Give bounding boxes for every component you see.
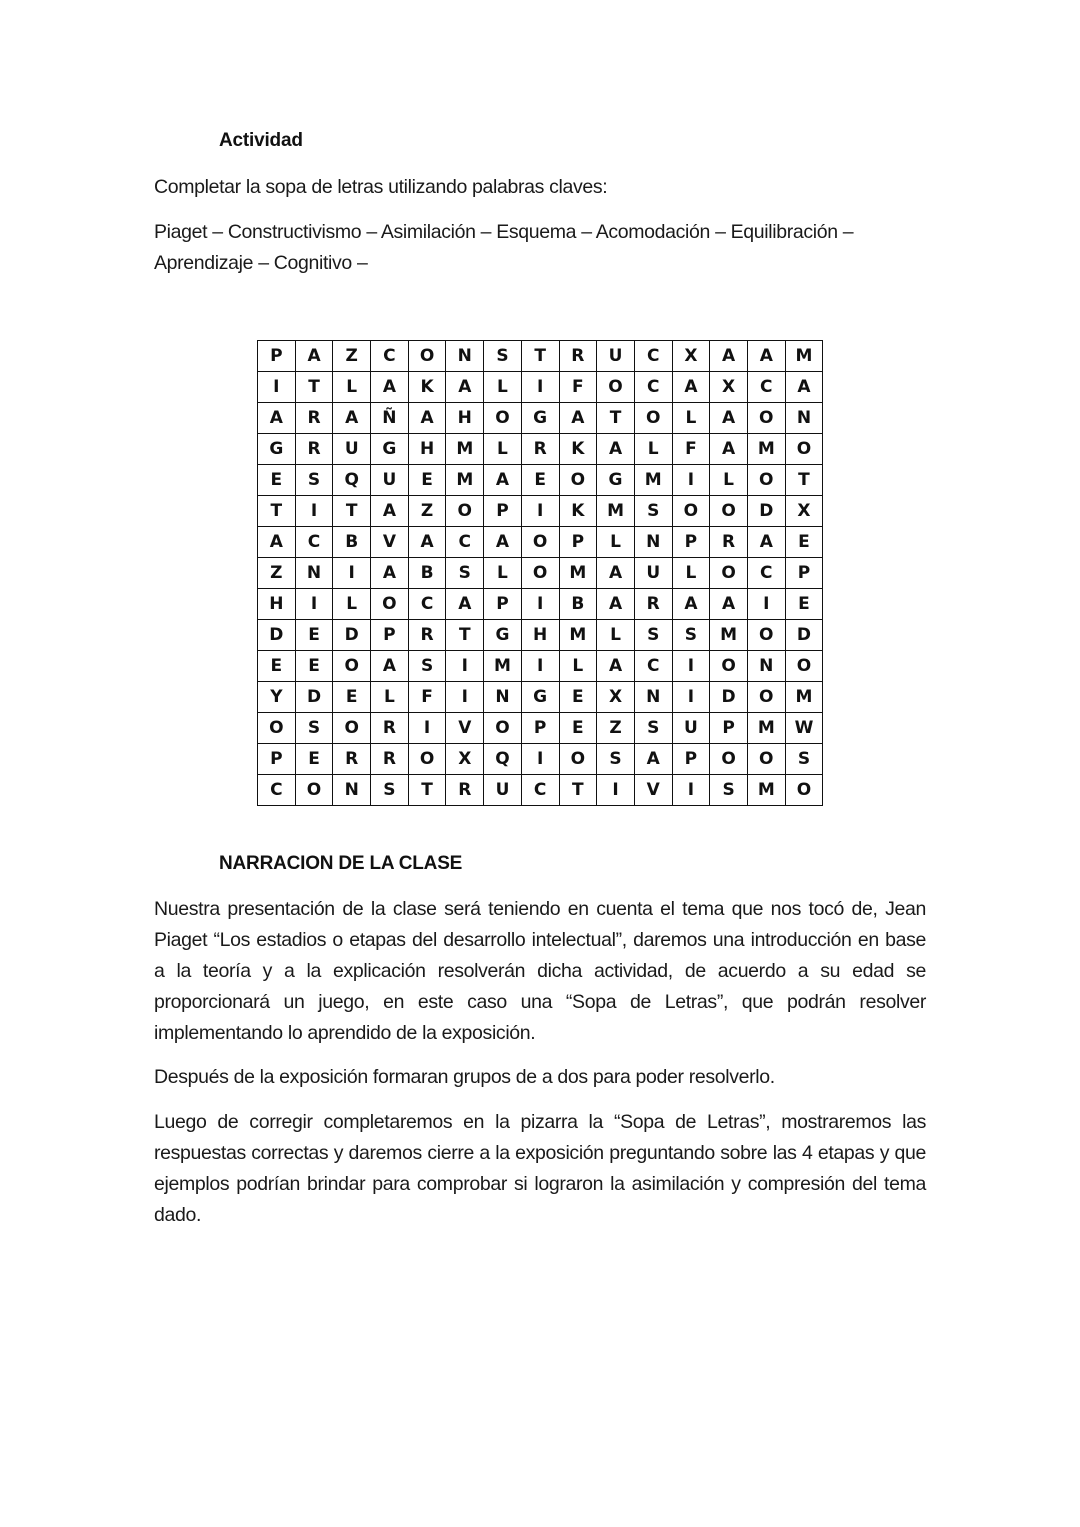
grid-cell[interactable]: O — [295, 775, 333, 806]
grid-cell[interactable]: I — [258, 372, 296, 403]
grid-row — [258, 775, 823, 806]
grid-cell[interactable]: A — [333, 403, 371, 434]
grid-row — [258, 620, 823, 651]
grid-cell[interactable]: N — [446, 341, 484, 372]
grid-cell[interactable]: U — [672, 713, 710, 744]
grid-cell[interactable]: A — [672, 589, 710, 620]
keywords-line-2: Aprendizaje – Cognitivo – — [154, 252, 368, 274]
grid-cell[interactable]: D — [258, 620, 296, 651]
grid-cell[interactable]: S — [634, 620, 672, 651]
grid-cell[interactable]: O — [559, 465, 597, 496]
grid-cell[interactable]: I — [597, 775, 635, 806]
grid-cell[interactable]: R — [559, 341, 597, 372]
grid-cell[interactable]: O — [333, 651, 371, 682]
grid-cell[interactable]: Z — [333, 341, 371, 372]
grid-cell[interactable]: S — [634, 713, 672, 744]
grid-cell[interactable]: F — [559, 372, 597, 403]
grid-cell[interactable]: E — [785, 589, 823, 620]
grid-cell[interactable]: M — [785, 682, 823, 713]
grid-cell[interactable]: B — [559, 589, 597, 620]
grid-cell[interactable]: U — [484, 775, 522, 806]
activity-heading: Actividad — [219, 130, 303, 151]
grid-cell[interactable]: N — [295, 558, 333, 589]
grid-cell[interactable]: I — [747, 589, 785, 620]
grid-cell[interactable]: Y — [258, 682, 296, 713]
grid-cell[interactable]: E — [295, 620, 333, 651]
grid-cell[interactable]: S — [371, 775, 409, 806]
grid-cell[interactable]: P — [672, 744, 710, 775]
grid-cell[interactable]: L — [484, 372, 522, 403]
grid-cell[interactable]: T — [295, 372, 333, 403]
grid-cell[interactable]: A — [258, 403, 296, 434]
grid-cell[interactable]: X — [446, 744, 484, 775]
grid-cell[interactable]: O — [747, 682, 785, 713]
keywords-list — [154, 217, 926, 279]
grid-row — [258, 682, 823, 713]
grid-cell[interactable]: O — [521, 558, 559, 589]
grid-cell[interactable]: K — [559, 496, 597, 527]
grid-cell[interactable]: S — [295, 465, 333, 496]
narration-heading: NARRACION DE LA CLASE — [219, 853, 463, 874]
grid-cell[interactable]: P — [521, 713, 559, 744]
grid-cell[interactable]: N — [484, 682, 522, 713]
grid-cell[interactable]: X — [785, 496, 823, 527]
grid-cell[interactable]: O — [785, 434, 823, 465]
grid-cell[interactable]: Q — [484, 744, 522, 775]
grid-cell[interactable]: M — [484, 651, 522, 682]
grid-cell[interactable]: A — [446, 372, 484, 403]
grid-cell[interactable]: A — [371, 558, 409, 589]
grid-cell[interactable]: P — [484, 589, 522, 620]
grid-cell[interactable]: P — [371, 620, 409, 651]
grid-cell[interactable]: S — [710, 775, 748, 806]
grid-cell[interactable]: T — [559, 775, 597, 806]
grid-cell[interactable]: S — [785, 744, 823, 775]
grid-cell[interactable]: A — [295, 341, 333, 372]
grid-cell[interactable]: B — [408, 558, 446, 589]
grid-cell[interactable]: O — [747, 620, 785, 651]
grid-cell[interactable]: E — [559, 713, 597, 744]
grid-cell[interactable]: A — [710, 403, 748, 434]
grid-cell[interactable]: L — [484, 434, 522, 465]
grid-cell[interactable]: C — [634, 651, 672, 682]
word-search-grid — [257, 340, 823, 806]
grid-cell[interactable]: M — [446, 465, 484, 496]
grid-cell[interactable]: P — [785, 558, 823, 589]
grid-cell[interactable]: O — [785, 775, 823, 806]
grid-cell[interactable]: X — [672, 341, 710, 372]
grid-cell[interactable]: A — [597, 558, 635, 589]
grid-cell[interactable]: X — [597, 682, 635, 713]
grid-cell[interactable]: M — [559, 558, 597, 589]
grid-cell[interactable]: I — [672, 682, 710, 713]
grid-row — [258, 589, 823, 620]
grid-cell[interactable]: C — [634, 341, 672, 372]
grid-cell[interactable]: G — [371, 434, 409, 465]
grid-cell[interactable]: I — [521, 589, 559, 620]
grid-cell[interactable]: Z — [258, 558, 296, 589]
grid-cell[interactable]: S — [597, 744, 635, 775]
grid-cell[interactable]: C — [747, 372, 785, 403]
grid-cell[interactable]: A — [559, 403, 597, 434]
grid-cell[interactable]: R — [710, 527, 748, 558]
grid-cell[interactable]: M — [597, 496, 635, 527]
grid-cell[interactable]: K — [408, 372, 446, 403]
grid-cell[interactable]: P — [258, 341, 296, 372]
grid-cell[interactable]: A — [484, 465, 522, 496]
grid-row — [258, 341, 823, 372]
grid-cell[interactable]: I — [295, 496, 333, 527]
grid-cell[interactable]: D — [710, 682, 748, 713]
grid-cell[interactable]: R — [521, 434, 559, 465]
grid-cell[interactable]: I — [521, 372, 559, 403]
grid-cell[interactable]: T — [408, 775, 446, 806]
grid-cell[interactable]: O — [634, 403, 672, 434]
grid-cell[interactable]: N — [333, 775, 371, 806]
grid-cell[interactable]: R — [371, 744, 409, 775]
grid-cell[interactable]: R — [371, 713, 409, 744]
grid-cell[interactable]: S — [446, 558, 484, 589]
grid-cell[interactable]: A — [446, 589, 484, 620]
grid-cell[interactable]: D — [333, 620, 371, 651]
grid-row — [258, 372, 823, 403]
grid-cell[interactable]: O — [710, 651, 748, 682]
grid-cell[interactable]: O — [408, 341, 446, 372]
grid-cell[interactable]: U — [333, 434, 371, 465]
grid-cell[interactable]: A — [371, 496, 409, 527]
grid-cell[interactable]: O — [785, 651, 823, 682]
grid-cell[interactable]: K — [559, 434, 597, 465]
grid-cell[interactable]: A — [747, 527, 785, 558]
grid-cell[interactable]: L — [710, 465, 748, 496]
grid-cell[interactable]: I — [672, 775, 710, 806]
keywords-line-1: Piaget – Constructivismo – Asimilación – Esquema – Acomodación – Equilibración – — [154, 221, 854, 243]
grid-cell[interactable]: M — [710, 620, 748, 651]
grid-cell[interactable]: A — [710, 589, 748, 620]
grid-cell[interactable]: O — [710, 744, 748, 775]
grid-cell[interactable]: A — [710, 434, 748, 465]
grid-row — [258, 465, 823, 496]
grid-cell[interactable]: C — [521, 775, 559, 806]
grid-cell[interactable]: C — [747, 558, 785, 589]
grid-cell[interactable]: P — [258, 744, 296, 775]
grid-cell[interactable]: R — [295, 434, 333, 465]
grid-cell[interactable]: A — [408, 527, 446, 558]
grid-cell[interactable]: A — [597, 434, 635, 465]
grid-cell[interactable]: T — [446, 620, 484, 651]
grid-cell[interactable]: W — [785, 713, 823, 744]
grid-cell[interactable]: O — [408, 744, 446, 775]
grid-cell[interactable]: I — [521, 651, 559, 682]
grid-row — [258, 527, 823, 558]
grid-cell[interactable]: L — [371, 682, 409, 713]
grid-cell[interactable]: H — [521, 620, 559, 651]
grid-cell[interactable]: S — [295, 713, 333, 744]
grid-cell[interactable]: T — [597, 403, 635, 434]
grid-cell[interactable]: G — [484, 620, 522, 651]
grid-cell[interactable]: C — [634, 372, 672, 403]
grid-cell[interactable]: I — [333, 558, 371, 589]
grid-cell[interactable]: P — [559, 527, 597, 558]
grid-cell[interactable]: O — [333, 713, 371, 744]
grid-cell[interactable]: E — [333, 682, 371, 713]
grid-cell[interactable]: G — [258, 434, 296, 465]
grid-row — [258, 403, 823, 434]
grid-cell[interactable]: P — [672, 527, 710, 558]
grid-row — [258, 651, 823, 682]
grid-cell[interactable]: L — [333, 589, 371, 620]
grid-cell[interactable]: T — [521, 341, 559, 372]
grid-cell[interactable]: M — [634, 465, 672, 496]
grid-cell[interactable]: I — [672, 465, 710, 496]
grid-cell[interactable]: Z — [597, 713, 635, 744]
grid-cell[interactable]: O — [747, 744, 785, 775]
grid-cell[interactable]: Q — [333, 465, 371, 496]
grid-cell[interactable]: C — [295, 527, 333, 558]
grid-cell[interactable]: D — [747, 496, 785, 527]
grid-cell[interactable]: E — [521, 465, 559, 496]
grid-cell[interactable]: A — [597, 651, 635, 682]
grid-cell[interactable]: O — [747, 403, 785, 434]
grid-cell[interactable]: P — [710, 713, 748, 744]
grid-cell[interactable]: O — [672, 496, 710, 527]
grid-cell[interactable]: O — [484, 713, 522, 744]
grid-cell[interactable]: A — [785, 372, 823, 403]
activity-instruction: Completar la sopa de letras utilizando palabras claves: — [154, 176, 608, 198]
grid-cell[interactable]: I — [408, 713, 446, 744]
grid-cell[interactable]: D — [785, 620, 823, 651]
grid-cell[interactable]: M — [446, 434, 484, 465]
grid-cell[interactable]: R — [634, 589, 672, 620]
grid-row — [258, 434, 823, 465]
grid-cell[interactable]: A — [710, 341, 748, 372]
grid-row — [258, 744, 823, 775]
grid-cell[interactable]: E — [295, 744, 333, 775]
grid-cell[interactable]: S — [634, 496, 672, 527]
grid-cell[interactable]: A — [634, 744, 672, 775]
grid-cell[interactable]: I — [295, 589, 333, 620]
grid-cell[interactable]: T — [785, 465, 823, 496]
grid-cell[interactable]: T — [258, 496, 296, 527]
grid-cell[interactable]: O — [747, 465, 785, 496]
grid-cell[interactable]: R — [333, 744, 371, 775]
grid-row — [258, 496, 823, 527]
grid-cell[interactable]: C — [258, 775, 296, 806]
grid-cell[interactable]: L — [484, 558, 522, 589]
grid-cell[interactable]: H — [408, 434, 446, 465]
grid-cell[interactable]: O — [446, 496, 484, 527]
grid-cell[interactable]: F — [408, 682, 446, 713]
grid-cell[interactable]: A — [408, 403, 446, 434]
grid-cell[interactable]: O — [258, 713, 296, 744]
grid-cell[interactable]: E — [408, 465, 446, 496]
grid-cell[interactable]: N — [634, 682, 672, 713]
grid-cell[interactable]: N — [634, 527, 672, 558]
grid-cell[interactable]: G — [597, 465, 635, 496]
grid-cell[interactable]: N — [747, 651, 785, 682]
grid-cell[interactable]: M — [747, 434, 785, 465]
grid-cell[interactable]: H — [446, 403, 484, 434]
grid-cell[interactable]: I — [446, 651, 484, 682]
grid-cell[interactable]: O — [597, 372, 635, 403]
grid-cell[interactable]: A — [747, 341, 785, 372]
grid-cell[interactable]: I — [521, 744, 559, 775]
grid-cell[interactable]: P — [484, 496, 522, 527]
grid-cell[interactable]: G — [521, 682, 559, 713]
grid-cell[interactable]: O — [710, 558, 748, 589]
grid-cell[interactable]: F — [672, 434, 710, 465]
grid-cell[interactable]: O — [371, 589, 409, 620]
grid-cell[interactable]: S — [408, 651, 446, 682]
grid-cell[interactable]: V — [634, 775, 672, 806]
grid-cell[interactable]: A — [484, 527, 522, 558]
grid-cell[interactable]: A — [597, 589, 635, 620]
grid-cell[interactable]: L — [559, 651, 597, 682]
grid-cell[interactable]: E — [258, 465, 296, 496]
grid-cell[interactable]: M — [559, 620, 597, 651]
grid-cell[interactable]: B — [333, 527, 371, 558]
grid-cell[interactable]: L — [634, 434, 672, 465]
grid-cell[interactable]: O — [521, 527, 559, 558]
grid-cell[interactable]: M — [785, 341, 823, 372]
grid-cell[interactable]: D — [295, 682, 333, 713]
grid-cell[interactable]: A — [371, 372, 409, 403]
narration-paragraph-1: Nuestra presentación de la clase será teniendo en cuenta el tema que nos tocó de, Jean Piaget “Los estadios o etapas del desarrollo intelectual”, daremos una introducción en base a la teoría y a la explicación resolverán dicha actividad, de acuerdo a su edad se proporcionará un juego, en este caso una “Sopa de Letras”, que podrán resolver implementando lo aprendido de la exposición. — [154, 898, 926, 1044]
grid-cell[interactable]: L — [597, 527, 635, 558]
grid-cell[interactable]: Ñ — [371, 403, 409, 434]
grid-cell[interactable]: I — [446, 682, 484, 713]
grid-cell[interactable]: L — [672, 403, 710, 434]
narration-paragraph-3: Luego de corregir completaremos en la pizarra la “Sopa de Letras”, mostraremos las respuestas correctas y daremos cierre a la exposición preguntando sobre las 4 etapas y que ejemplos podrían brindar para comprobar si lograron la asimilación y compresión del tema dado. — [154, 1111, 926, 1226]
grid-cell[interactable]: E — [559, 682, 597, 713]
grid-cell[interactable]: A — [672, 372, 710, 403]
grid-cell[interactable]: E — [295, 651, 333, 682]
grid-cell[interactable]: S — [672, 620, 710, 651]
grid-cell[interactable]: U — [597, 341, 635, 372]
grid-cell[interactable]: S — [484, 341, 522, 372]
grid-cell[interactable]: A — [258, 527, 296, 558]
grid-cell[interactable]: L — [672, 558, 710, 589]
grid-cell[interactable]: L — [597, 620, 635, 651]
grid-cell[interactable]: G — [521, 403, 559, 434]
grid-cell[interactable]: O — [484, 403, 522, 434]
grid-cell[interactable]: V — [446, 713, 484, 744]
grid-cell[interactable]: C — [371, 341, 409, 372]
grid-cell[interactable]: E — [258, 651, 296, 682]
grid-cell[interactable]: C — [446, 527, 484, 558]
grid-cell[interactable]: M — [747, 775, 785, 806]
grid-cell[interactable]: V — [371, 527, 409, 558]
grid-cell[interactable]: C — [408, 589, 446, 620]
grid-cell[interactable]: R — [446, 775, 484, 806]
narration-paragraph-2: Después de la exposición formaran grupos de a dos para poder resolverlo. — [154, 1066, 775, 1088]
grid-cell[interactable]: R — [295, 403, 333, 434]
grid-cell[interactable]: I — [672, 651, 710, 682]
grid-cell[interactable]: R — [408, 620, 446, 651]
grid-cell[interactable]: H — [258, 589, 296, 620]
grid-cell[interactable]: A — [371, 651, 409, 682]
grid-cell[interactable]: O — [710, 496, 748, 527]
grid-cell[interactable]: L — [333, 372, 371, 403]
grid-cell[interactable]: U — [634, 558, 672, 589]
grid-cell[interactable]: E — [785, 527, 823, 558]
grid-cell[interactable]: O — [559, 744, 597, 775]
grid-cell[interactable]: U — [371, 465, 409, 496]
grid-row — [258, 713, 823, 744]
grid-cell[interactable]: I — [521, 496, 559, 527]
grid-cell[interactable]: X — [710, 372, 748, 403]
grid-cell[interactable]: Z — [408, 496, 446, 527]
grid-cell[interactable]: N — [785, 403, 823, 434]
grid-cell[interactable]: M — [747, 713, 785, 744]
grid-cell[interactable]: T — [333, 496, 371, 527]
grid-row — [258, 558, 823, 589]
